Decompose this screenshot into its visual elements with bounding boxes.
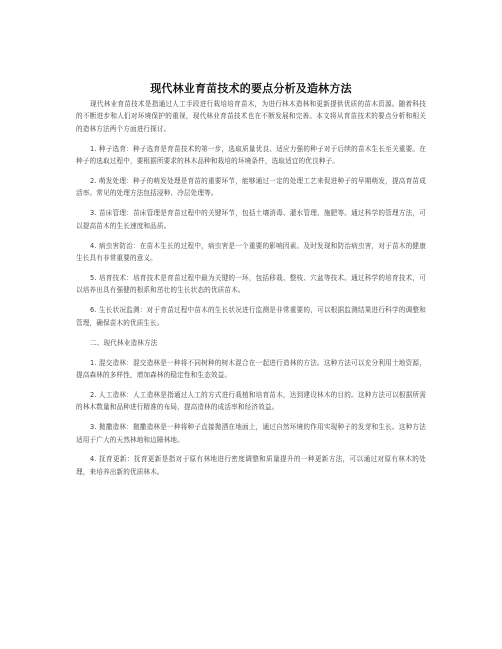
nursery-point-1: 1. 种子选育：种子选育是育苗技术的第一步，选取质量优良、适应力强的种子对于后续的苗木生长至关重要。在种子的选取过程中，要根据所要求的林木品种和栽培的环境条件，选取适宜的优良种子。: [76, 144, 426, 166]
afforestation-method-4: 4. 抚育更新：抚育更新是指对于原有林地进行密度调整和质量提升的一种更新方法，可以通过对原有林木的处理，来培养出新的优质林木。: [76, 455, 426, 476]
nursery-point-3: 3. 苗床管理：苗床管理是育苗过程中的关键环节，包括土壤消毒、灌水管理、施肥等。通过科学的管理方法，可以提高苗木的生长速度和品质。: [76, 209, 426, 230]
nursery-point-5: 5. 培育技术：培育技术是育苗过程中最为关键的一环，包括移栽、整枝、穴盆等技术。通过科学的培育技术，可以培养出具有强健的根系和茁壮的生长状态的优质苗木。: [76, 273, 426, 295]
nursery-point-6: 6. 生长状况监测：对于育苗过程中苗木的生长状况进行监测是非常重要的，可以根据监测结果进行科学的调整和管理，确保苗木的优质生长。: [76, 306, 426, 327]
nursery-point-4: 4. 病虫害防治：在苗木生长的过程中，病虫害是一个重要的影响因素。及时发现和防治病虫害，对于苗木的健康生长具有非常重要的意义。: [76, 241, 426, 263]
afforestation-method-3: 3. 拋撒造林：拋撒造林是一种将种子直接拋洒在地面上，通过自然环境的作用实现种子的发芽和生长。这种方法适用于广大的天然林地和边陲林地。: [76, 423, 426, 444]
afforestation-method-1: 1. 混交造林：混交造林是一种将不同树种的树木混合在一起进行造林的方法。这种方法可以充分利用土地资源，提高森林的多样性，增加森林的稳定性和生态效益。: [76, 358, 426, 379]
afforestation-method-2: 2. 人工造林：人工造林是指通过人工的方式进行栽植和培育苗木，达到建设林木的目的。这种方法可以根据所需的林木数量和品种进行精准的布局，提高造林的成活率和经济效益。: [76, 390, 426, 412]
document-body: [76, 98, 426, 486]
document-title: 现代林业育苗技术的要点分析及造林方法: [150, 82, 352, 95]
nursery-point-2: 2. 萌发处理：种子的萌发处理是育苗的重要环节，能够通过一定的处理工艺来促进种子的早期萌发，提高育苗成活率。常见的处理方法包括浸种、冷层处理等。: [76, 177, 426, 198]
section-heading-afforestation: 二、现代林业造林方法: [90, 338, 158, 347]
intro-paragraph: 现代林业育苗技术是指通过人工手段进行栽培培育苗木，为进行林木造林和更新提供优质的苗木资源。随着科技的不断进步和人们对环境保护的重视，现代林业育苗技术也在不断发展和完善。本文将从育苗技术的要点分析和相关的造林方法两个方面进行探讨。: [76, 100, 426, 133]
